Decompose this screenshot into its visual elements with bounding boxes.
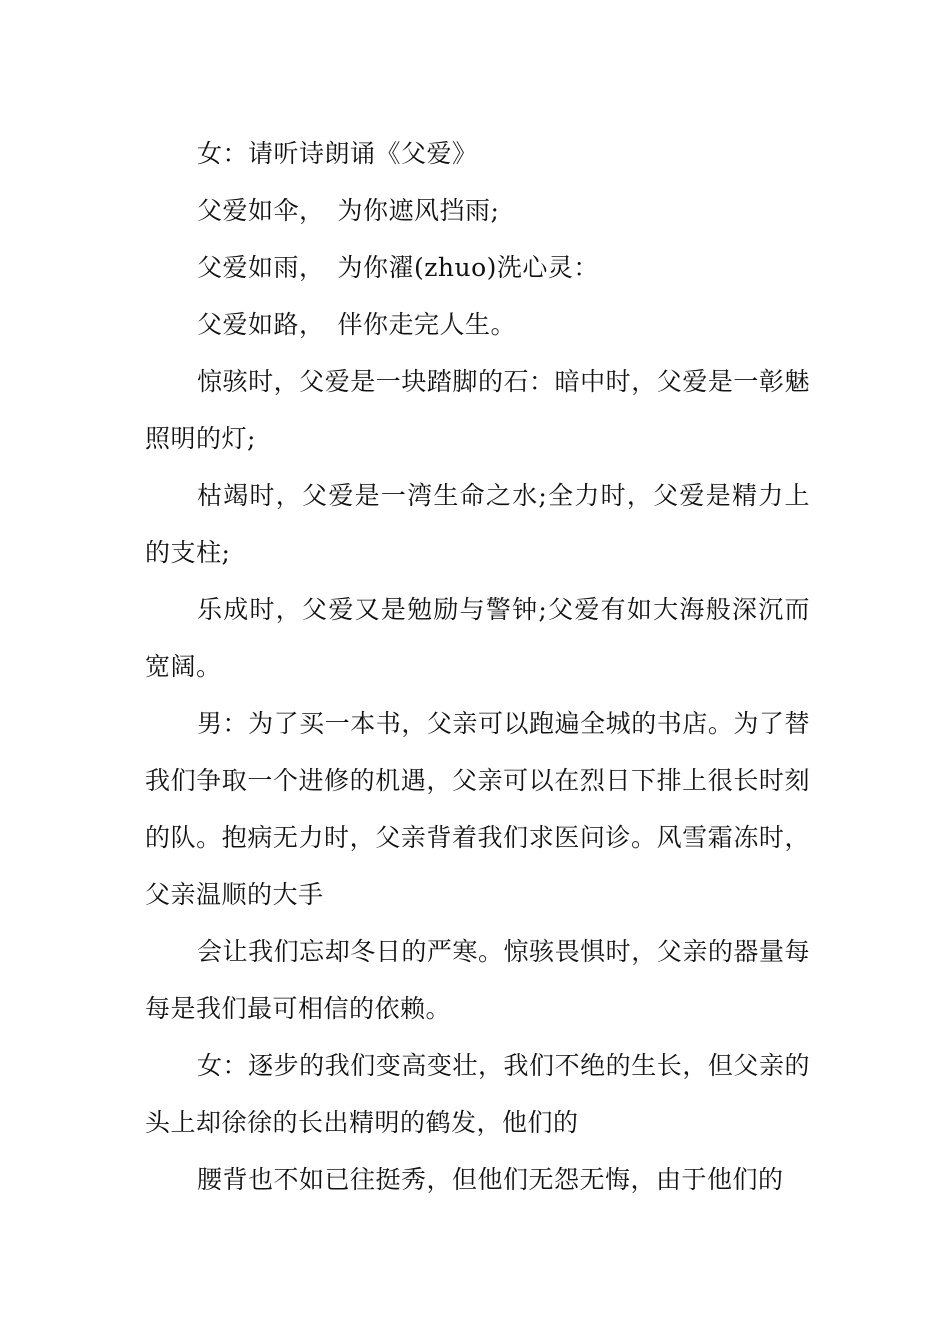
paragraph-verse-water: 枯竭时，父爱是一湾生命之水;全力时，父爱是精力上的支柱; [145, 481, 810, 567]
paragraph-verse-road: 父爱如路， 伴你走完人生。 [197, 310, 517, 339]
paragraph-female-speaker: 女：逐步的我们变高变壮，我们不绝的生长，但父亲的头上却徐徐的长出精明的鹤发，他们的 [145, 1051, 810, 1137]
paragraph-verse-umbrella: 父爱如伞， 为你遮风挡雨; [197, 196, 500, 225]
document-body [145, 125, 810, 1208]
paragraph-verse-sea: 乐成时，父爱又是勉励与警钟;父爱有如大海般深沉而宽阔。 [145, 595, 810, 681]
paragraph-verse-stone: 惊骇时，父爱是一块踏脚的石：暗中时，父爱是一彰魅照明的灯; [145, 367, 810, 453]
paragraph-intro: 女：请听诗朗诵《父爱》 [197, 139, 478, 168]
paragraph-male-continued: 会让我们忘却冬日的严寒。惊骇畏惧时，父亲的器量每每是我们最可相信的依赖。 [145, 937, 810, 1023]
paragraph-male-speaker: 男：为了买一本书，父亲可以跑遍全城的书店。为了替我们争取一个进修的机遇，父亲可以在烈日下排上很长时刻的队。抱病无力时，父亲背着我们求医问诊。风雪霜冻时，父亲温顺的大手 [145, 709, 810, 909]
paragraph-female-continued: 腰背也不如已往挺秀，但他们无怨无悔，由于他们的 [197, 1165, 784, 1194]
paragraph-verse-rain: 父爱如雨， 为你濯(zhuo)洗心灵： [197, 253, 599, 282]
